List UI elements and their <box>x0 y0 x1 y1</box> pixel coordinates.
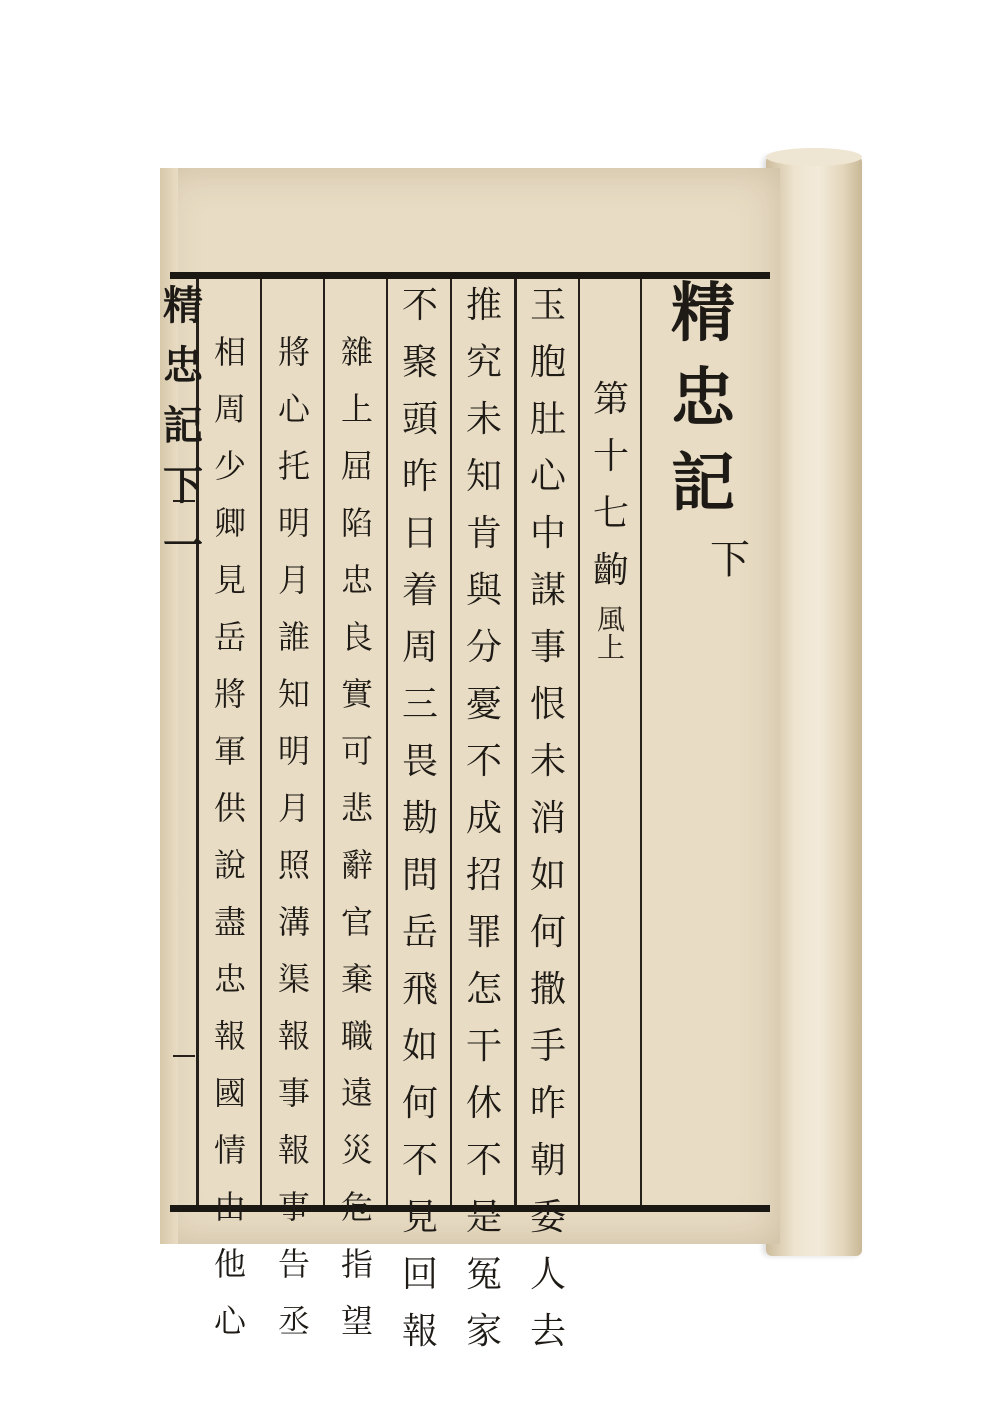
text-column-glyph: 報 <box>213 1017 246 1055</box>
act-subtitle-glyph: 上 <box>596 631 625 664</box>
text-column-glyph: 周 <box>213 390 246 428</box>
text-column-glyph: 將 <box>213 675 246 713</box>
text-column-glyph: 不 <box>401 285 438 326</box>
text-column-glyph: 消 <box>529 798 566 839</box>
text-column-glyph: 推 <box>465 285 502 326</box>
book-title-glyph: 記 <box>671 446 735 521</box>
text-column-glyph: 指 <box>340 1245 373 1283</box>
text-column-glyph: 危 <box>340 1188 373 1226</box>
book-title-glyph: 精 <box>671 276 735 351</box>
text-column-glyph: 中 <box>529 513 566 554</box>
volume-mark-glyph: 下 <box>710 537 750 583</box>
text-column-glyph: 何 <box>401 1083 438 1124</box>
text-column-glyph: 冤 <box>465 1254 502 1295</box>
text-column-glyph: 少 <box>213 447 246 485</box>
text-column-glyph: 肯 <box>465 513 502 554</box>
text-column-glyph: 昨 <box>529 1083 566 1124</box>
act-subtitle <box>582 603 640 664</box>
text-column-4 <box>327 333 387 1362</box>
text-column-glyph: 心 <box>277 390 310 428</box>
text-column-glyph: 職 <box>340 1017 373 1055</box>
text-column-glyph: 去 <box>529 1311 566 1352</box>
text-column-glyph: 明 <box>277 732 310 770</box>
text-column-glyph: 屈 <box>340 447 373 485</box>
text-column-glyph: 忠 <box>213 960 246 998</box>
text-column-glyph: 謀 <box>529 570 566 611</box>
text-column-glyph: 國 <box>213 1074 246 1112</box>
text-column-glyph: 托 <box>277 447 310 485</box>
text-column-glyph: 災 <box>340 1131 373 1169</box>
side-title <box>163 282 203 586</box>
text-column-glyph: 情 <box>213 1131 246 1169</box>
text-column-glyph: 何 <box>529 912 566 953</box>
text-column-glyph: 不 <box>465 1140 502 1181</box>
text-column-glyph: 回 <box>401 1254 438 1295</box>
act-heading-glyph: 第 <box>592 379 629 420</box>
text-column-glyph: 手 <box>529 1026 566 1067</box>
text-column-glyph: 照 <box>277 846 310 884</box>
text-column-glyph: 如 <box>401 1026 438 1067</box>
text-column-glyph: 頭 <box>401 399 438 440</box>
text-column-glyph: 委 <box>529 1197 566 1238</box>
text-column-glyph: 罪 <box>465 912 502 953</box>
rolled-leaf-top <box>766 148 862 166</box>
text-column-6 <box>200 333 260 1362</box>
text-column-glyph: 家 <box>465 1311 502 1352</box>
column-rule <box>514 279 517 1205</box>
text-column-glyph: 報 <box>401 1311 438 1352</box>
text-column-glyph: 月 <box>277 561 310 599</box>
text-column-glyph: 玉 <box>529 285 566 326</box>
text-column-glyph: 是 <box>465 1197 502 1238</box>
text-column-glyph: 事 <box>277 1188 310 1226</box>
column-rule <box>260 279 262 1205</box>
text-column-glyph: 渠 <box>277 960 310 998</box>
act-subtitle-glyph: 風 <box>596 603 625 636</box>
text-column-glyph: 事 <box>277 1074 310 1112</box>
text-column-glyph: 將 <box>277 333 310 371</box>
book-title <box>648 276 758 537</box>
rolled-next-leaf <box>766 156 862 1256</box>
text-column-glyph: 撒 <box>529 969 566 1010</box>
text-column-glyph: 人 <box>529 1254 566 1295</box>
text-column-glyph: 誰 <box>277 618 310 656</box>
text-column-glyph: 肚 <box>529 399 566 440</box>
act-heading <box>582 379 640 610</box>
text-column-glyph: 供 <box>213 789 246 827</box>
text-column-glyph: 憂 <box>465 684 502 725</box>
text-column-glyph: 朝 <box>529 1140 566 1181</box>
text-column-glyph: 怎 <box>465 969 502 1010</box>
text-column-glyph: 三 <box>401 684 438 725</box>
column-rule <box>640 279 642 1205</box>
text-column-glyph: 報 <box>277 1131 310 1169</box>
text-column-glyph: 望 <box>340 1302 373 1340</box>
text-column-glyph: 問 <box>401 855 438 896</box>
text-column-glyph: 卿 <box>213 504 246 542</box>
text-column-glyph: 心 <box>213 1302 246 1340</box>
text-column-glyph: 成 <box>465 798 502 839</box>
act-heading-glyph: 七 <box>592 493 629 534</box>
text-column-glyph: 可 <box>340 732 373 770</box>
text-column-glyph: 溝 <box>277 903 310 941</box>
text-column-glyph: 見 <box>213 561 246 599</box>
text-column-glyph: 遠 <box>340 1074 373 1112</box>
text-column-glyph: 丞 <box>277 1302 310 1340</box>
text-column-glyph: 未 <box>529 741 566 782</box>
text-column-3 <box>390 285 450 1371</box>
text-column-glyph: 飛 <box>401 969 438 1010</box>
text-column-glyph: 胞 <box>529 342 566 383</box>
text-column-glyph: 上 <box>340 390 373 428</box>
text-column-glyph: 畏 <box>401 741 438 782</box>
text-column-glyph: 岳 <box>213 618 246 656</box>
text-column-glyph: 官 <box>340 903 373 941</box>
text-column-glyph: 分 <box>465 627 502 668</box>
side-title-glyph: 精 <box>163 282 203 329</box>
text-column-glyph: 良 <box>340 618 373 656</box>
text-column-glyph: 告 <box>277 1245 310 1283</box>
text-column-glyph: 如 <box>529 855 566 896</box>
text-column-glyph: 聚 <box>401 342 438 383</box>
text-column-glyph: 招 <box>465 855 502 896</box>
column-rule <box>578 279 580 1205</box>
side-title-glyph: 忠 <box>163 342 203 389</box>
text-column-2 <box>454 285 514 1371</box>
text-column-glyph: 見 <box>401 1197 438 1238</box>
text-column-glyph: 忠 <box>340 561 373 599</box>
side-title-glyph: 一 <box>163 522 203 569</box>
act-heading-glyph: 齣 <box>592 550 629 591</box>
book-title-glyph: 忠 <box>671 361 735 436</box>
text-column-glyph: 辭 <box>340 846 373 884</box>
text-column-5 <box>264 333 324 1362</box>
text-column-glyph: 知 <box>277 675 310 713</box>
text-column-glyph: 雜 <box>340 333 373 371</box>
side-title-glyph: 記 <box>163 402 203 449</box>
text-column-glyph: 明 <box>277 504 310 542</box>
text-column-glyph: 周 <box>401 627 438 668</box>
column-rule <box>450 279 452 1205</box>
text-column-glyph: 軍 <box>213 732 246 770</box>
text-column-glyph: 相 <box>213 333 246 371</box>
text-column-1 <box>518 285 578 1371</box>
text-column-glyph: 與 <box>465 570 502 611</box>
text-column-glyph: 知 <box>465 456 502 497</box>
text-column-glyph: 究 <box>465 342 502 383</box>
text-column-glyph: 陷 <box>340 504 373 542</box>
text-column-glyph: 昨 <box>401 456 438 497</box>
text-column-glyph: 恨 <box>529 684 566 725</box>
text-column-glyph: 不 <box>465 741 502 782</box>
text-column-glyph: 心 <box>529 456 566 497</box>
text-column-glyph: 未 <box>465 399 502 440</box>
text-column-glyph: 不 <box>401 1140 438 1181</box>
text-column-glyph: 勘 <box>401 798 438 839</box>
text-column-glyph: 盡 <box>213 903 246 941</box>
text-column-glyph: 着 <box>401 570 438 611</box>
text-column-glyph: 日 <box>401 513 438 554</box>
text-column-glyph: 休 <box>465 1083 502 1124</box>
text-column-glyph: 事 <box>529 627 566 668</box>
text-column-glyph: 月 <box>277 789 310 827</box>
text-column-glyph: 岳 <box>401 912 438 953</box>
act-heading-glyph: 十 <box>592 436 629 477</box>
text-column-glyph: 報 <box>277 1017 310 1055</box>
text-column-glyph: 棄 <box>340 960 373 998</box>
fishtail-mark <box>173 1055 195 1057</box>
text-column-glyph: 悲 <box>340 789 373 827</box>
text-column-glyph: 說 <box>213 846 246 884</box>
text-column-glyph: 實 <box>340 675 373 713</box>
text-column-glyph: 由 <box>213 1188 246 1226</box>
volume-mark <box>700 537 760 600</box>
text-column-glyph: 干 <box>465 1026 502 1067</box>
side-title-glyph: 下 <box>163 462 203 509</box>
text-column-glyph: 他 <box>213 1245 246 1283</box>
